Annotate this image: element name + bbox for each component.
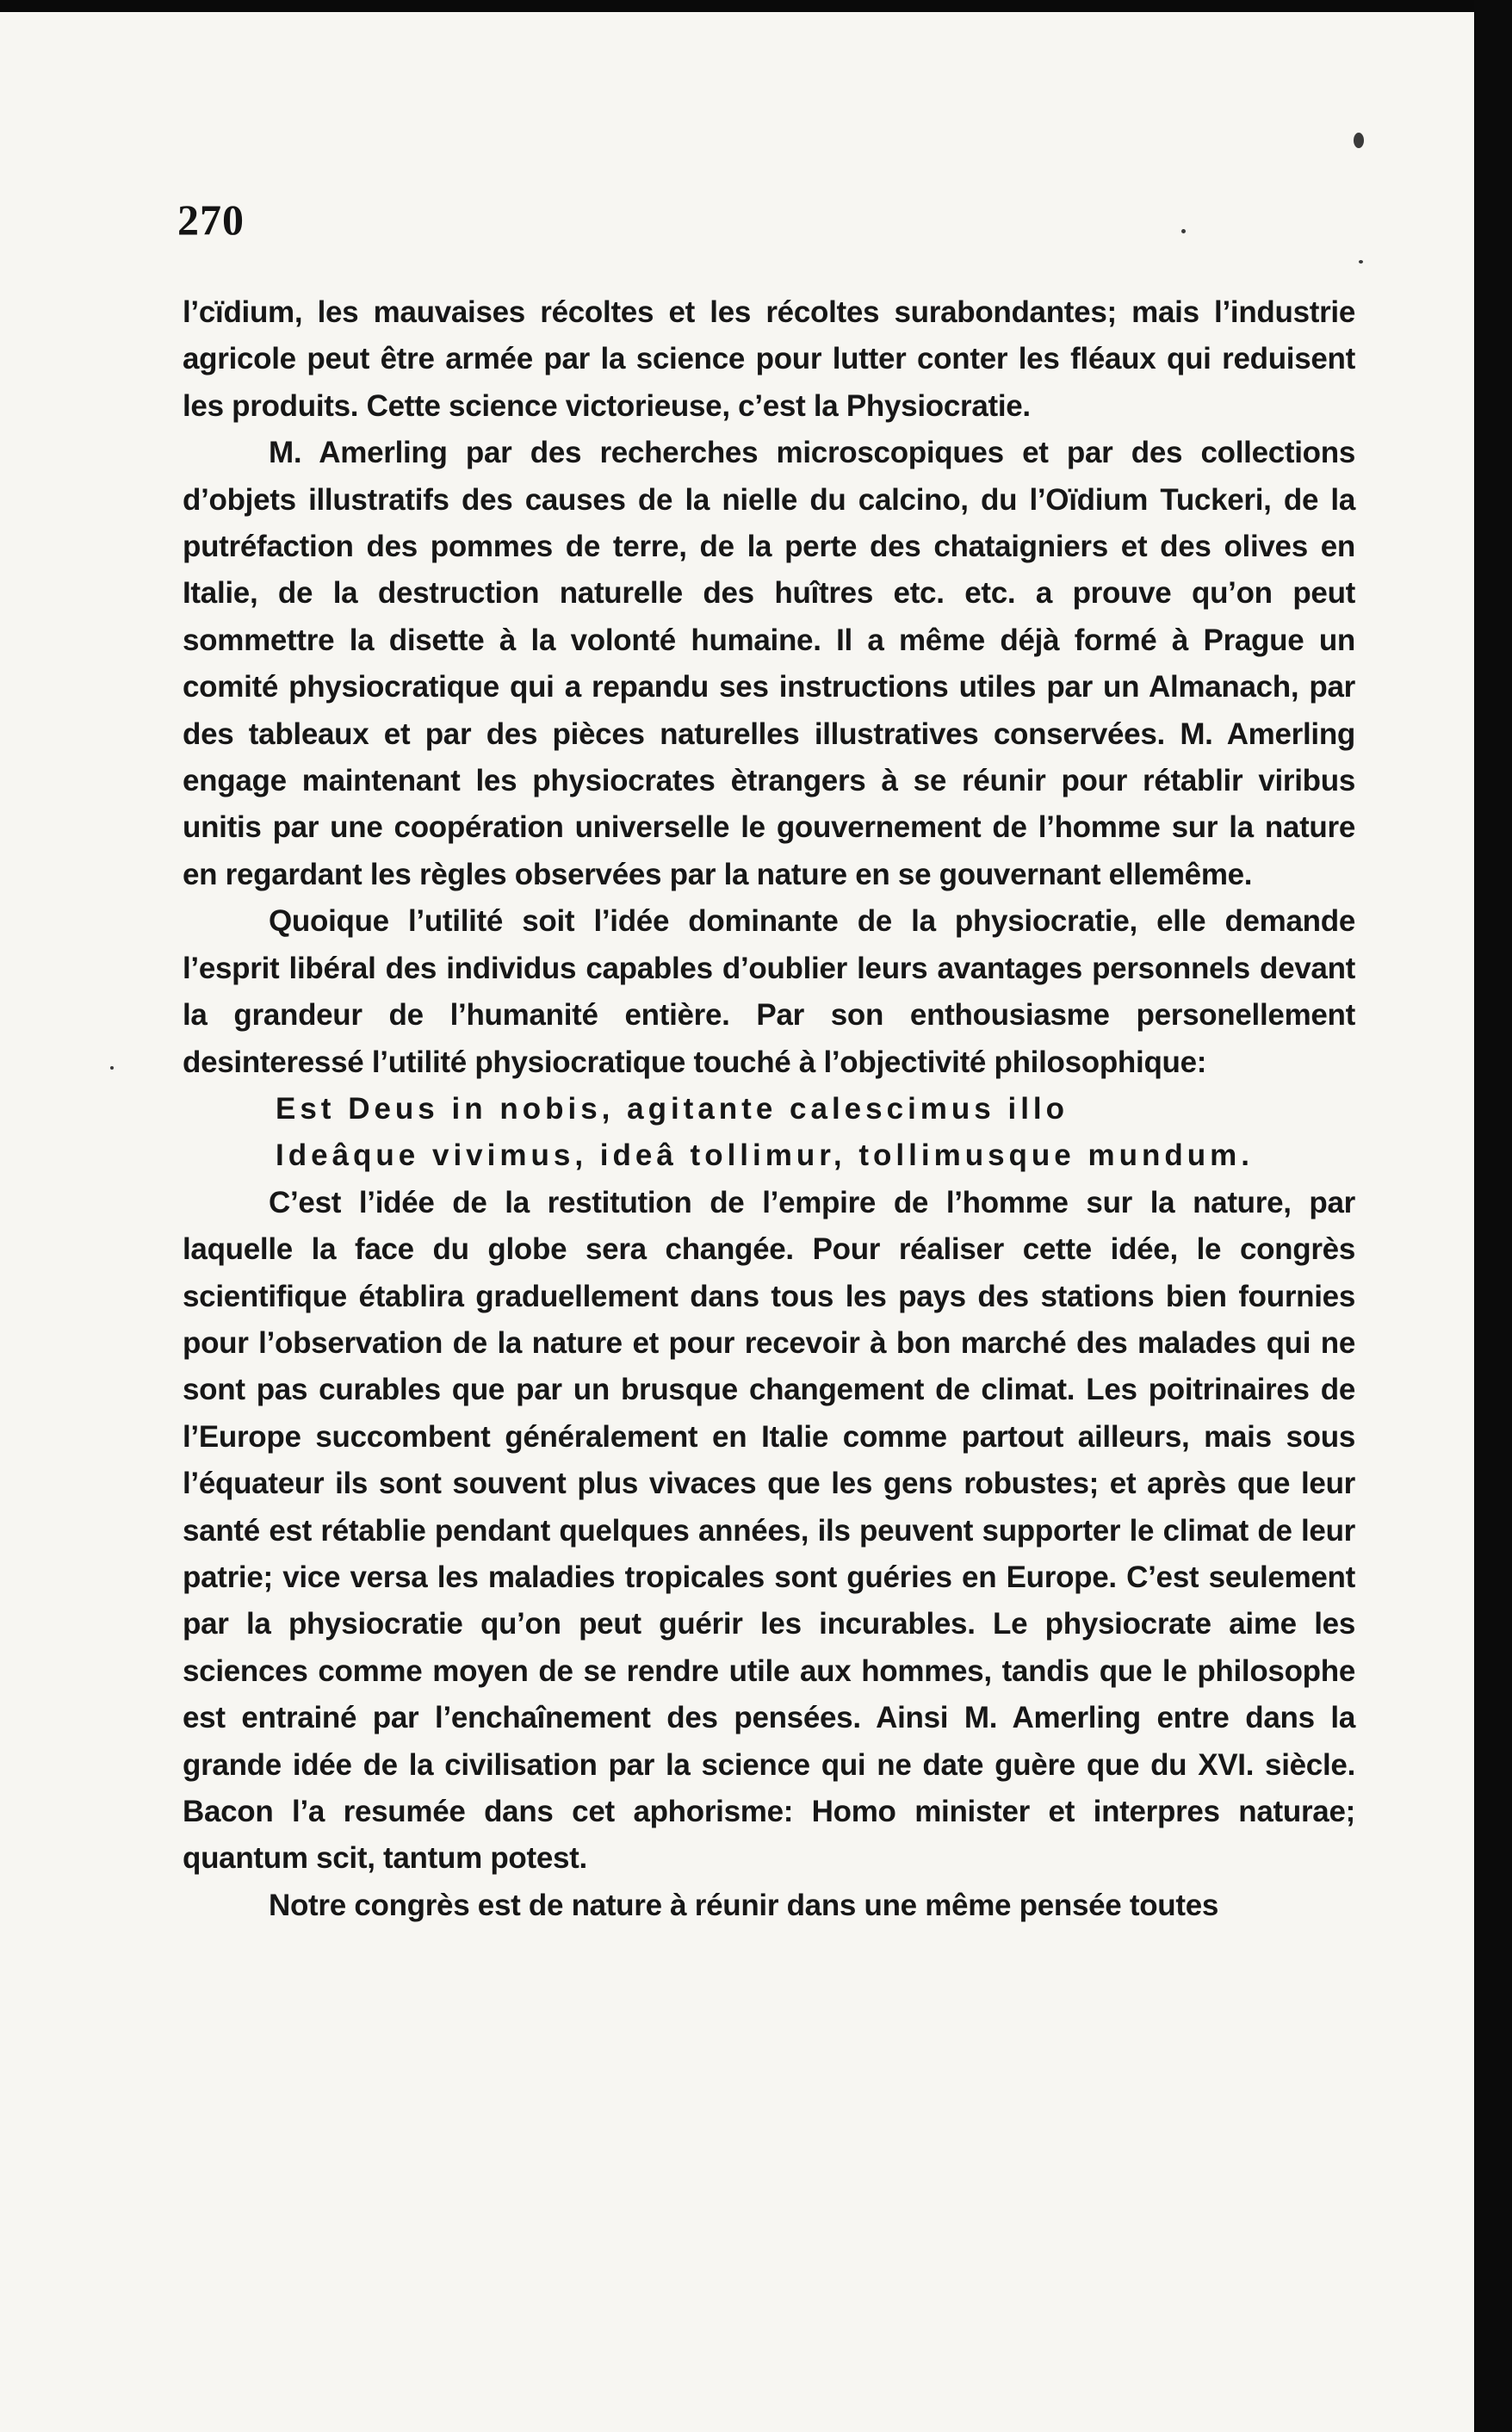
ink-speck <box>1181 229 1186 233</box>
verse-line-1: Est Deus in nobis, agitante calescimus illo <box>276 1091 1069 1126</box>
ink-speck <box>110 1066 114 1070</box>
paragraph-utility: Quoique l’utilité soit l’idée dominante de la physiocratie, elle demande l’esprit libéral des individus capables d’oublier leurs avantages personnels devant la grandeur de l’humanité entière. Par son enthousiasme personellement desinteressé l’utilité physiocratique touché à l’objectivité philosophique: <box>183 904 1355 1079</box>
page-number: 270 <box>177 195 245 244</box>
paragraph-restitution: C’est l’idée de la restitution de l’empire de l’homme sur la nature, par laquelle la face du globe sera changée. Pour réaliser cette idée, le congrès scientifique établira graduellement dans tous les pays des stations bien fournies pour l’observation de la nature et pour recevoir à bon marché des malades qui ne sont pas curables que par un brusque changement de climat. Les poitrinaires de l’Europe succombent généralement en Italie comme partout ailleurs, mais sous l’équateur ils sont souvent plus vivaces que les gens robustes; et après que leur santé est rétablie pendant quelques années, ils peuvent supporter le climat de leur patrie; vice versa les maladies tropicales sont guéries en Europe. C’est seulement par la physiocratie qu’on peut guérir les incurables. Le physiocrate aime les sciences comme moyen de se rendre utile aux hommes, tandis que le philosophe est entrainé par l’enchaînement des pensées. Ainsi M. Amerling entre dans la grande idée de la civilisation par la science qui ne date guère que du XVI. siècle. Bacon l’a resumée dans cet aphorisme: Homo minister et interpres naturae; quantum scit, tantum potest. <box>183 1185 1355 1876</box>
body-text <box>183 289 1355 1929</box>
paragraph-congress: Notre congrès est de nature à réunir dans une même pensée toutes <box>269 1888 1219 1922</box>
page-edge-shadow <box>1474 0 1512 2432</box>
paragraph-continuation: l’cïdium, les mauvaises récoltes et les récoltes surabondantes; mais l’industrie agricole peut être armée par la science pour lutter conter les fléaux qui reduisent les produits. Cette science victorieuse, c’est la Physiocratie. <box>183 295 1355 423</box>
ink-speck <box>1359 260 1363 264</box>
paragraph-amerling-research: M. Amerling par des recherches microscopiques et par des collections d’objets illustratifs des causes de la nielle du calcino, du l’Oïdium Tuckeri, de la putréfaction des pommes de terre, de la perte des chataigniers et des olives en Italie, de la destruction naturelle des huîtres etc. etc. a prouve qu’on peut sommettre la disette à la volonté humaine. Il a même déjà formé à Prague un comité physiocratique qui a repandu ses instructions utiles par un Almanach, par des tableaux et par des pièces naturelles illustratives conservées. M. Amerling engage maintenant les physiocrates ètrangers à se réunir pour rétablir viribus unitis par une coopération universelle le gouvernement de l’homme sur la nature en regardant les règles observées par la nature en se gouvernant ellemême. <box>183 436 1355 891</box>
verse-line-2: Ideâque vivimus, ideâ tollimur, tollimusque mundum. <box>276 1138 1254 1173</box>
ink-speck <box>1354 133 1364 148</box>
